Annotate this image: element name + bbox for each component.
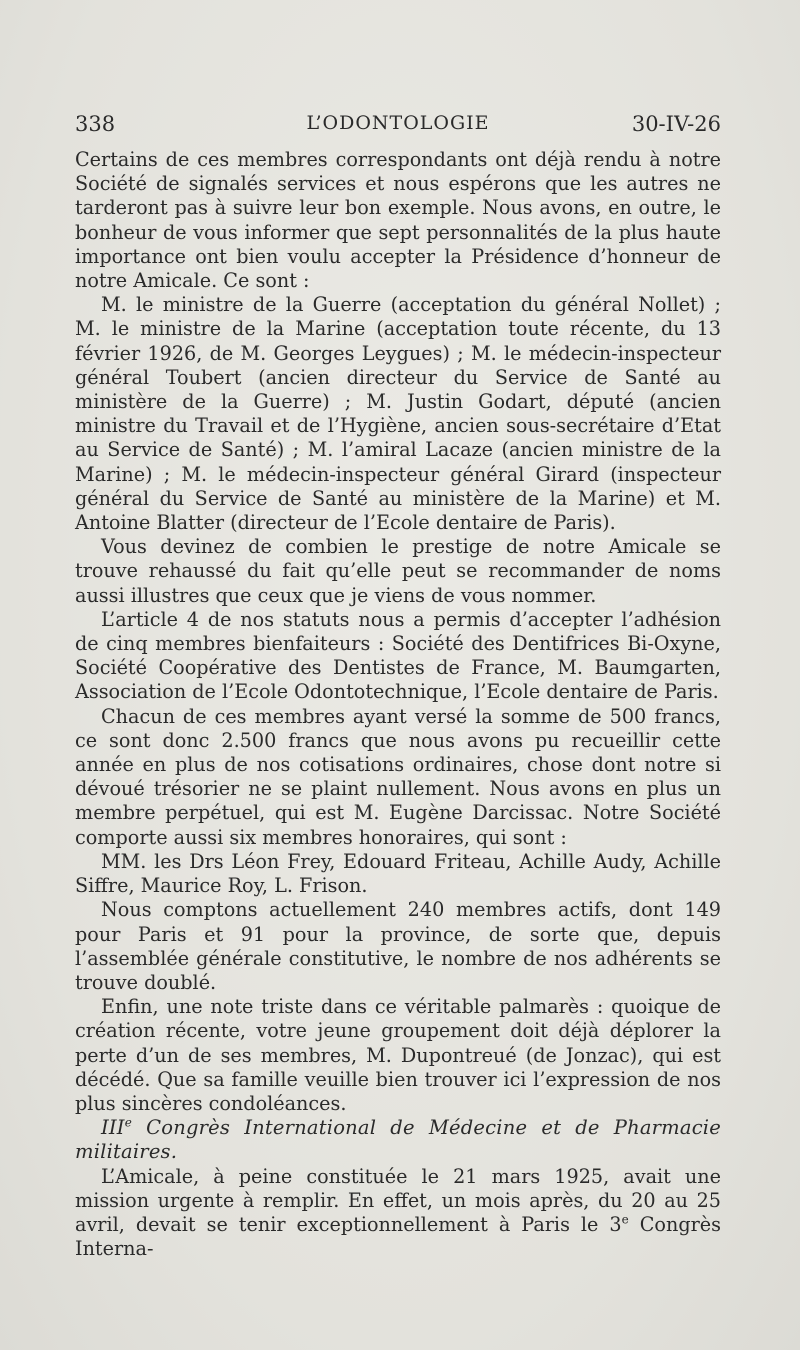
running-header xyxy=(75,112,721,142)
paragraph: Vous devinez de combien le prestige de notre Amicale se trouve rehaussé du fait qu’elle peut se recommander de noms aussi illustres que ceux que je viens de vous nommer. xyxy=(75,535,721,607)
final-paragraph-sup: e xyxy=(621,1212,629,1227)
journal-title: L’ODONTOLOGIE xyxy=(306,112,490,134)
paragraph: M. le ministre de la Guerre (acceptation du général Nollet) ; M. le ministre de la Marine (acceptation toute récente, du 13 février 1926, de M. Georges Leygues) ; M. le médecin-inspecteur général Toubert (ancien directeur du Service de Santé au ministère de la Guerre) ; M. Justin Godart, député (ancien ministre du Travail et de l’Hygiène, ancien sous-secrétaire d’Etat au Service de Santé) ; M. l’amiral Lacaze (ancien ministre de la Marine) ; M. le médecin-inspecteur général Girard (inspecteur général du Service de Santé au ministère de la Marine) et M. Antoine Blatter (directeur de l’Ecole dentaire de Paris). xyxy=(75,293,721,535)
final-paragraph-end: Congrès Interna- xyxy=(75,1212,721,1261)
section-heading xyxy=(75,1116,721,1164)
body-text xyxy=(75,148,721,1261)
issue-date: 30-IV-26 xyxy=(631,112,721,136)
final-paragraph-text: L’Amicale, à peine constituée le 21 mars 1925, avait une mission urgente à remplir. En effet, un mois après, du 20 au 25 avril, devait se tenir exceptionnellement à Paris le 3 xyxy=(75,1164,721,1236)
paragraph: Enfin, une note triste dans ce véritable palmarès : quoique de création récente, votre jeune groupement doit déjà déplorer la perte d’un de ses membres, M. Dupontreué (de Jonzac), qui est décédé. Que sa famille veuille bien trouver ici l’expression de nos plus sincères condoléances. xyxy=(75,995,721,1115)
section-heading-roman: III xyxy=(101,1116,125,1140)
paragraph: Certains de ces membres correspondants ont déjà rendu à notre Société de signalés services et nous espérons que les autres ne tarderont pas à suivre leur bon exemple. Nous avons, en outre, le bonheur de vous informer que sept personnalités de la plus haute importance ont bien voulu accepter la Présidence d’honneur de notre Amicale. Ce sont : xyxy=(75,148,721,293)
paragraph: Nous comptons actuellement 240 membres actifs, dont 149 pour Paris et 91 pour la province, de sorte que, depuis l’assemblée générale constitutive, le nombre de nos adhérents se trouve doublé. xyxy=(75,898,721,994)
paragraph: L’article 4 de nos statuts nous a permis d’accepter l’adhésion de cinq membres bienfaiteurs : Société des Dentifrices Bi-Oxyne, Société Coopérative des Dentistes de France, M. Baumgarten, Association de l’Ecole Odontotechnique, l’Ecole dentaire de Paris. xyxy=(75,607,721,704)
paragraph: MM. les Drs Léon Frey, Edouard Friteau, Achille Audy, Achille Siffre, Maurice Roy, L. Frison. xyxy=(75,849,721,898)
paragraph: Chacun de ces membres ayant versé la somme de 500 francs, ce sont donc 2.500 francs que nous avons pu recueillir cette année en plus de nos cotisations ordinaires, chose dont notre si dévoué trésorier ne se plaint nullement. Nous avons en plus un membre perpétuel, qui est M. Eugène Darcissac. Notre Société comporte aussi six membres honoraires, qui sont : xyxy=(75,704,721,849)
page-number: 338 xyxy=(75,112,116,136)
section-heading-sup: e xyxy=(124,1115,133,1130)
final-paragraph xyxy=(75,1165,721,1262)
section-heading-text: Congrès International de Médecine et de Pharmacie militaires. xyxy=(75,1116,721,1164)
